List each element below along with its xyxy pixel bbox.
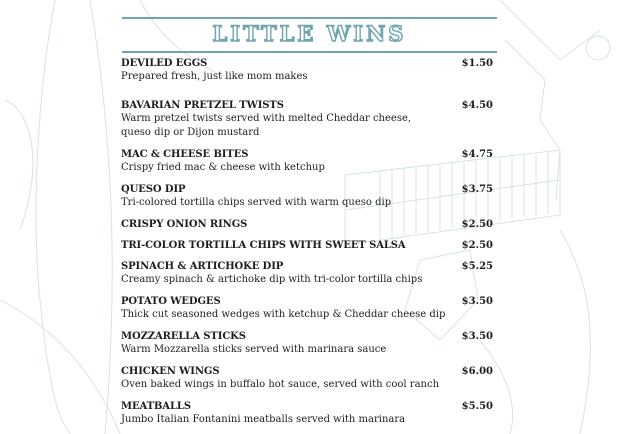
item-price: $4.50 [461, 100, 493, 111]
item-price: $2.50 [461, 240, 493, 251]
item-description: Creamy spinach & artichoke dip with tri-color tortilla chips [121, 274, 423, 285]
item-name: POTATO WEDGES [121, 296, 221, 307]
item-name: MAC & CHEESE BITES [121, 149, 249, 160]
item-name: MEATBALLS [121, 401, 191, 412]
menu-item-mozzarella-sticks [121, 331, 493, 366]
item-description: Crispy fried mac & cheese with ketchup [121, 162, 325, 173]
item-name: BAVARIAN PRETZEL TWISTS [121, 100, 284, 111]
menu-item-tri-color-tortilla-chips [121, 240, 493, 261]
item-description: Oven baked wings in buffalo hot sauce, served with cool ranch [121, 379, 440, 390]
item-price: $3.50 [461, 331, 493, 342]
menu-item-spinach-artichoke-dip [121, 261, 493, 296]
menu-item-meatballs [121, 401, 493, 431]
item-price: $5.50 [461, 401, 493, 412]
item-price: $3.50 [461, 296, 493, 307]
item-name: TRI-COLOR TORTILLA CHIPS WITH SWEET SALSA [121, 240, 406, 251]
menu-item-crispy-onion-rings [121, 219, 493, 240]
menu-item-queso-dip [121, 184, 493, 219]
item-name: DEVILED EGGS [121, 58, 208, 69]
menu-item-bavarian-pretzel-twists [121, 100, 493, 149]
item-price: $6.00 [461, 366, 493, 377]
page-title: LITTLE WINS [212, 21, 407, 46]
item-name: MOZZARELLA STICKS [121, 331, 246, 342]
item-name: SPINACH & ARTICHOKE DIP [121, 261, 284, 272]
item-name: CRISPY ONION RINGS [121, 219, 248, 230]
item-price: $1.50 [461, 58, 493, 69]
item-description: Warm Mozzarella sticks served with marinara sauce [121, 344, 387, 355]
menu-item-potato-wedges [121, 296, 493, 331]
menu-item-deviled-eggs [121, 58, 493, 100]
menu-item-mac-cheese-bites [121, 149, 493, 184]
item-name: CHICKEN WINGS [121, 366, 220, 377]
menu-item-chicken-wings [121, 366, 493, 401]
item-description: Prepared fresh, just like mom makes [121, 71, 308, 82]
item-description: Thick cut seasoned wedges with ketchup & Cheddar cheese dip [121, 309, 446, 320]
item-description: Warm pretzel twists served with melted Cheddar cheese, [121, 113, 412, 124]
item-price: $5.25 [461, 261, 493, 272]
item-price: $3.75 [461, 184, 493, 195]
menu-header [122, 17, 497, 53]
menu-list [121, 58, 493, 431]
item-description: Tri-colored tortilla chips served with warm queso dip [121, 197, 392, 208]
item-price: $2.50 [461, 219, 493, 230]
item-price: $4.75 [461, 149, 493, 160]
item-name: QUESO DIP [121, 184, 186, 195]
item-description-line-2: queso dip or Dijon mustard [121, 127, 260, 138]
item-description: Jumbo Italian Fontanini meatballs served with marinara [121, 414, 406, 425]
